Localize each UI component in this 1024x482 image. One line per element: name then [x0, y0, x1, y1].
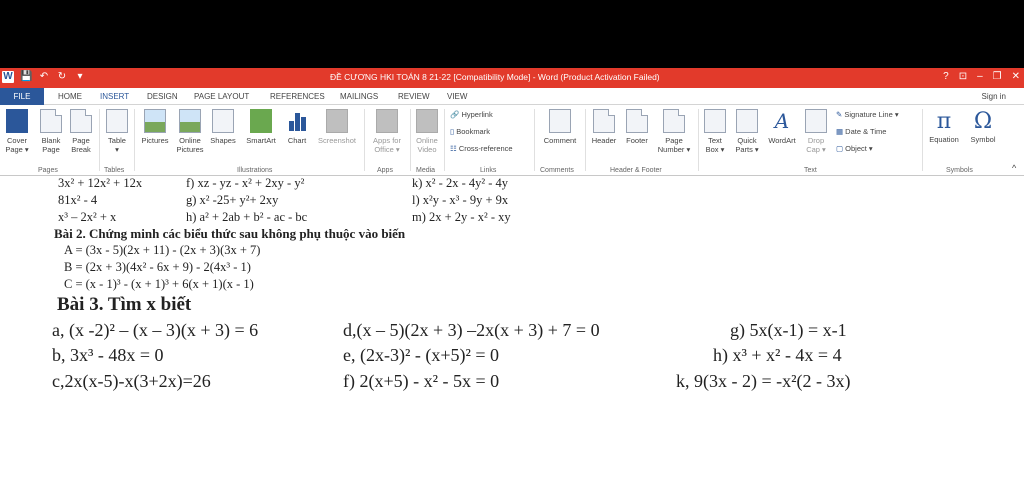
doc-line: e, (2x-3)² - (x+5)² = 0	[343, 345, 500, 365]
help-icon[interactable]: ?	[943, 71, 949, 82]
window-controls	[943, 71, 1020, 82]
wordart-button[interactable]: A WordArt	[768, 109, 796, 145]
online-pictures-icon	[179, 109, 201, 133]
apps-for-office-button[interactable]: Apps for Office ▾	[366, 109, 408, 154]
footer-button[interactable]: Footer	[622, 109, 652, 145]
doc-line: f) xz - yz - x² + 2xy - y²	[186, 176, 305, 190]
object-button[interactable]: ▢ Object ▾	[836, 144, 873, 153]
chart-icon	[286, 109, 308, 133]
blank-page-button[interactable]: Blank Page	[36, 109, 66, 154]
quick-access-toolbar	[2, 71, 86, 83]
sign-in-link[interactable]: Sign in	[981, 92, 1006, 101]
date-time-icon: ▦	[836, 127, 846, 136]
comment-icon	[549, 109, 571, 133]
tab-file[interactable]: FILE	[0, 88, 44, 105]
header-button[interactable]: Header	[588, 109, 620, 145]
online-video-icon	[416, 109, 438, 133]
comment-button[interactable]: Comment	[538, 109, 582, 145]
doc-line: 81x² - 4	[58, 193, 98, 207]
group-separator	[534, 109, 535, 171]
tab-home[interactable]: HOME	[58, 92, 82, 101]
title-bar	[0, 68, 1024, 88]
screenshot-icon	[326, 109, 348, 133]
page-number-button[interactable]: Page Number ▾	[654, 109, 694, 154]
tab-page-layout[interactable]: PAGE LAYOUT	[194, 92, 250, 101]
doc-line: c,2x(x-5)-x(3+2x)=26	[52, 371, 211, 391]
doc-line: l) x²y - x³ - 9y + 9x	[412, 193, 509, 207]
table-icon	[106, 109, 128, 133]
wordart-icon: A	[774, 109, 790, 133]
doc-line: k) x² - 2x - 4y² - 4y	[412, 176, 509, 190]
doc-line: B = (2x + 3)(4x² - 6x + 9) - 2(4x³ - 1)	[64, 260, 251, 274]
tab-view[interactable]: VIEW	[447, 92, 468, 101]
doc-line: x³ – 2x² + x	[58, 210, 117, 224]
group-label-pages: Pages	[38, 167, 58, 174]
group-separator	[134, 109, 135, 171]
word-app-icon[interactable]: W	[3, 71, 13, 82]
text-box-button[interactable]: Text Box ▾	[700, 109, 730, 154]
bookmark-button[interactable]: ▯ Bookmark	[450, 127, 490, 136]
tab-review[interactable]: REVIEW	[398, 92, 430, 101]
doc-line: f) 2(x+5) - x² - 5x = 0	[343, 371, 500, 391]
screenshot-button[interactable]: Screenshot	[313, 109, 361, 145]
doc-line: h) a² + 2ab + b² - ac - bc	[186, 210, 308, 224]
insert-ribbon	[0, 105, 1024, 176]
online-video-button[interactable]: Online Video	[412, 109, 442, 154]
document-canvas[interactable]	[0, 176, 1024, 482]
exercise-3-heading: Bài 3. Tìm x biết	[57, 294, 192, 315]
doc-line: a, (x -2)² – (x – 3)(x + 3) = 6	[52, 320, 259, 340]
symbol-omega-icon: Ω	[973, 109, 993, 134]
cover-page-button[interactable]: Cover Page ▾	[2, 109, 32, 154]
doc-line: h) x³ + x² - 4x = 4	[713, 345, 842, 365]
group-separator	[444, 109, 445, 171]
close-button[interactable]: ✕	[1011, 71, 1020, 82]
symbol-button[interactable]: Ω Symbol	[966, 109, 1000, 144]
cover-page-icon	[6, 109, 28, 133]
window-title: ĐỀ CƯƠNG HKI TOÁN 8 21-22 [Compatibility Mode] - Word (Product Activation Failed)	[330, 72, 660, 82]
text-box-icon	[704, 109, 726, 133]
doc-line: k, 9(3x - 2) = -x²(2 - 3x)	[676, 371, 851, 391]
page-number-icon	[663, 109, 685, 133]
group-label-symbols: Symbols	[946, 167, 973, 174]
cross-reference-button[interactable]: ☷ Cross-reference	[450, 144, 513, 153]
quick-parts-icon	[736, 109, 758, 133]
doc-line: 3x² + 12x² + 12x	[58, 176, 143, 190]
ribbon-tabs	[0, 88, 1024, 105]
group-label-links: Links	[480, 167, 497, 174]
group-label-tables: Tables	[104, 167, 125, 174]
chart-button[interactable]: Chart	[283, 109, 311, 145]
group-separator	[585, 109, 586, 171]
shapes-button[interactable]: Shapes	[207, 109, 239, 145]
doc-line: C = (x - 1)³ - (x + 1)³ + 6(x + 1)(x - 1)	[64, 277, 254, 291]
blank-page-icon	[40, 109, 62, 133]
group-label-header-footer: Header & Footer	[610, 167, 662, 174]
hyperlink-button[interactable]: 🔗 Hyperlink	[450, 110, 493, 119]
equation-pi-icon: π	[936, 109, 952, 134]
group-label-text: Text	[804, 167, 817, 174]
black-letterbox-top	[0, 0, 1024, 68]
group-separator	[698, 109, 699, 171]
doc-line: g) 5x(x-1) = x-1	[730, 320, 847, 340]
pictures-button[interactable]: Pictures	[137, 109, 173, 145]
pictures-icon	[144, 109, 166, 133]
group-label-apps: Apps	[377, 167, 393, 174]
group-label-illustrations: Illustrations	[237, 167, 273, 174]
tab-references[interactable]: REFERENCES	[270, 92, 325, 101]
doc-line: d,(x – 5)(2x + 3) –2x(x + 3) + 7 = 0	[343, 320, 600, 340]
smartart-icon	[250, 109, 272, 133]
header-icon	[593, 109, 615, 133]
group-label-comments: Comments	[540, 167, 574, 174]
doc-line: A = (3x - 5)(2x + 11) - (2x + 3)(3x + 7)	[64, 243, 261, 257]
date-time-button[interactable]: ▦ Date & Time	[836, 127, 887, 136]
group-label-media: Media	[416, 167, 436, 174]
doc-line: g) x² -25+ y²+ 2xy	[186, 193, 279, 207]
cross-reference-icon: ☷	[450, 144, 459, 153]
ribbon-display-options-icon[interactable]: ⊡	[958, 71, 968, 82]
drop-cap-button[interactable]: Drop Cap ▾	[802, 109, 830, 154]
footer-icon	[626, 109, 648, 133]
group-separator	[922, 109, 923, 171]
shapes-icon	[212, 109, 234, 133]
collapse-ribbon-icon[interactable]: ^	[1012, 163, 1017, 173]
minimize-button[interactable]: –	[977, 71, 983, 82]
page-break-icon	[70, 109, 92, 133]
drop-cap-icon	[805, 109, 827, 133]
exercise-2-heading: Bài 2. Chứng minh các biểu thức sau không phụ thuộc vào biến	[54, 226, 406, 241]
signature-line-button[interactable]: ✎ Signature Line ▾	[836, 110, 899, 119]
undo-icon[interactable]: ↶	[39, 71, 49, 82]
online-pictures-button[interactable]: Online Pictures	[175, 109, 205, 154]
signature-line-icon: ✎	[836, 110, 845, 119]
bookmark-icon: ▯	[450, 127, 457, 136]
smartart-button[interactable]: SmartArt	[241, 109, 281, 145]
group-separator	[99, 109, 100, 171]
restore-button[interactable]: ❐	[992, 71, 1002, 82]
object-icon: ▢	[836, 144, 846, 153]
redo-icon[interactable]: ↻	[57, 71, 67, 82]
hyperlink-icon: 🔗	[450, 110, 462, 119]
table-button[interactable]: Table ▾	[102, 109, 132, 154]
tab-design[interactable]: DESIGN	[147, 92, 178, 101]
quick-parts-button[interactable]: Quick Parts ▾	[732, 109, 762, 154]
group-separator	[410, 109, 411, 171]
page-break-button[interactable]: Page Break	[66, 109, 96, 154]
save-icon[interactable]: 💾	[20, 71, 33, 82]
doc-line: m) 2x + 2y - x² - xy	[412, 210, 511, 224]
group-separator	[364, 109, 365, 171]
tab-mailings[interactable]: MAILINGS	[340, 92, 379, 101]
equation-button[interactable]: π Equation	[924, 109, 964, 144]
apps-store-icon	[376, 109, 398, 133]
customize-qat-icon[interactable]: ▾	[77, 71, 83, 82]
tab-insert[interactable]: INSERT	[100, 92, 130, 101]
doc-line: b, 3x³ - 48x = 0	[52, 345, 164, 365]
